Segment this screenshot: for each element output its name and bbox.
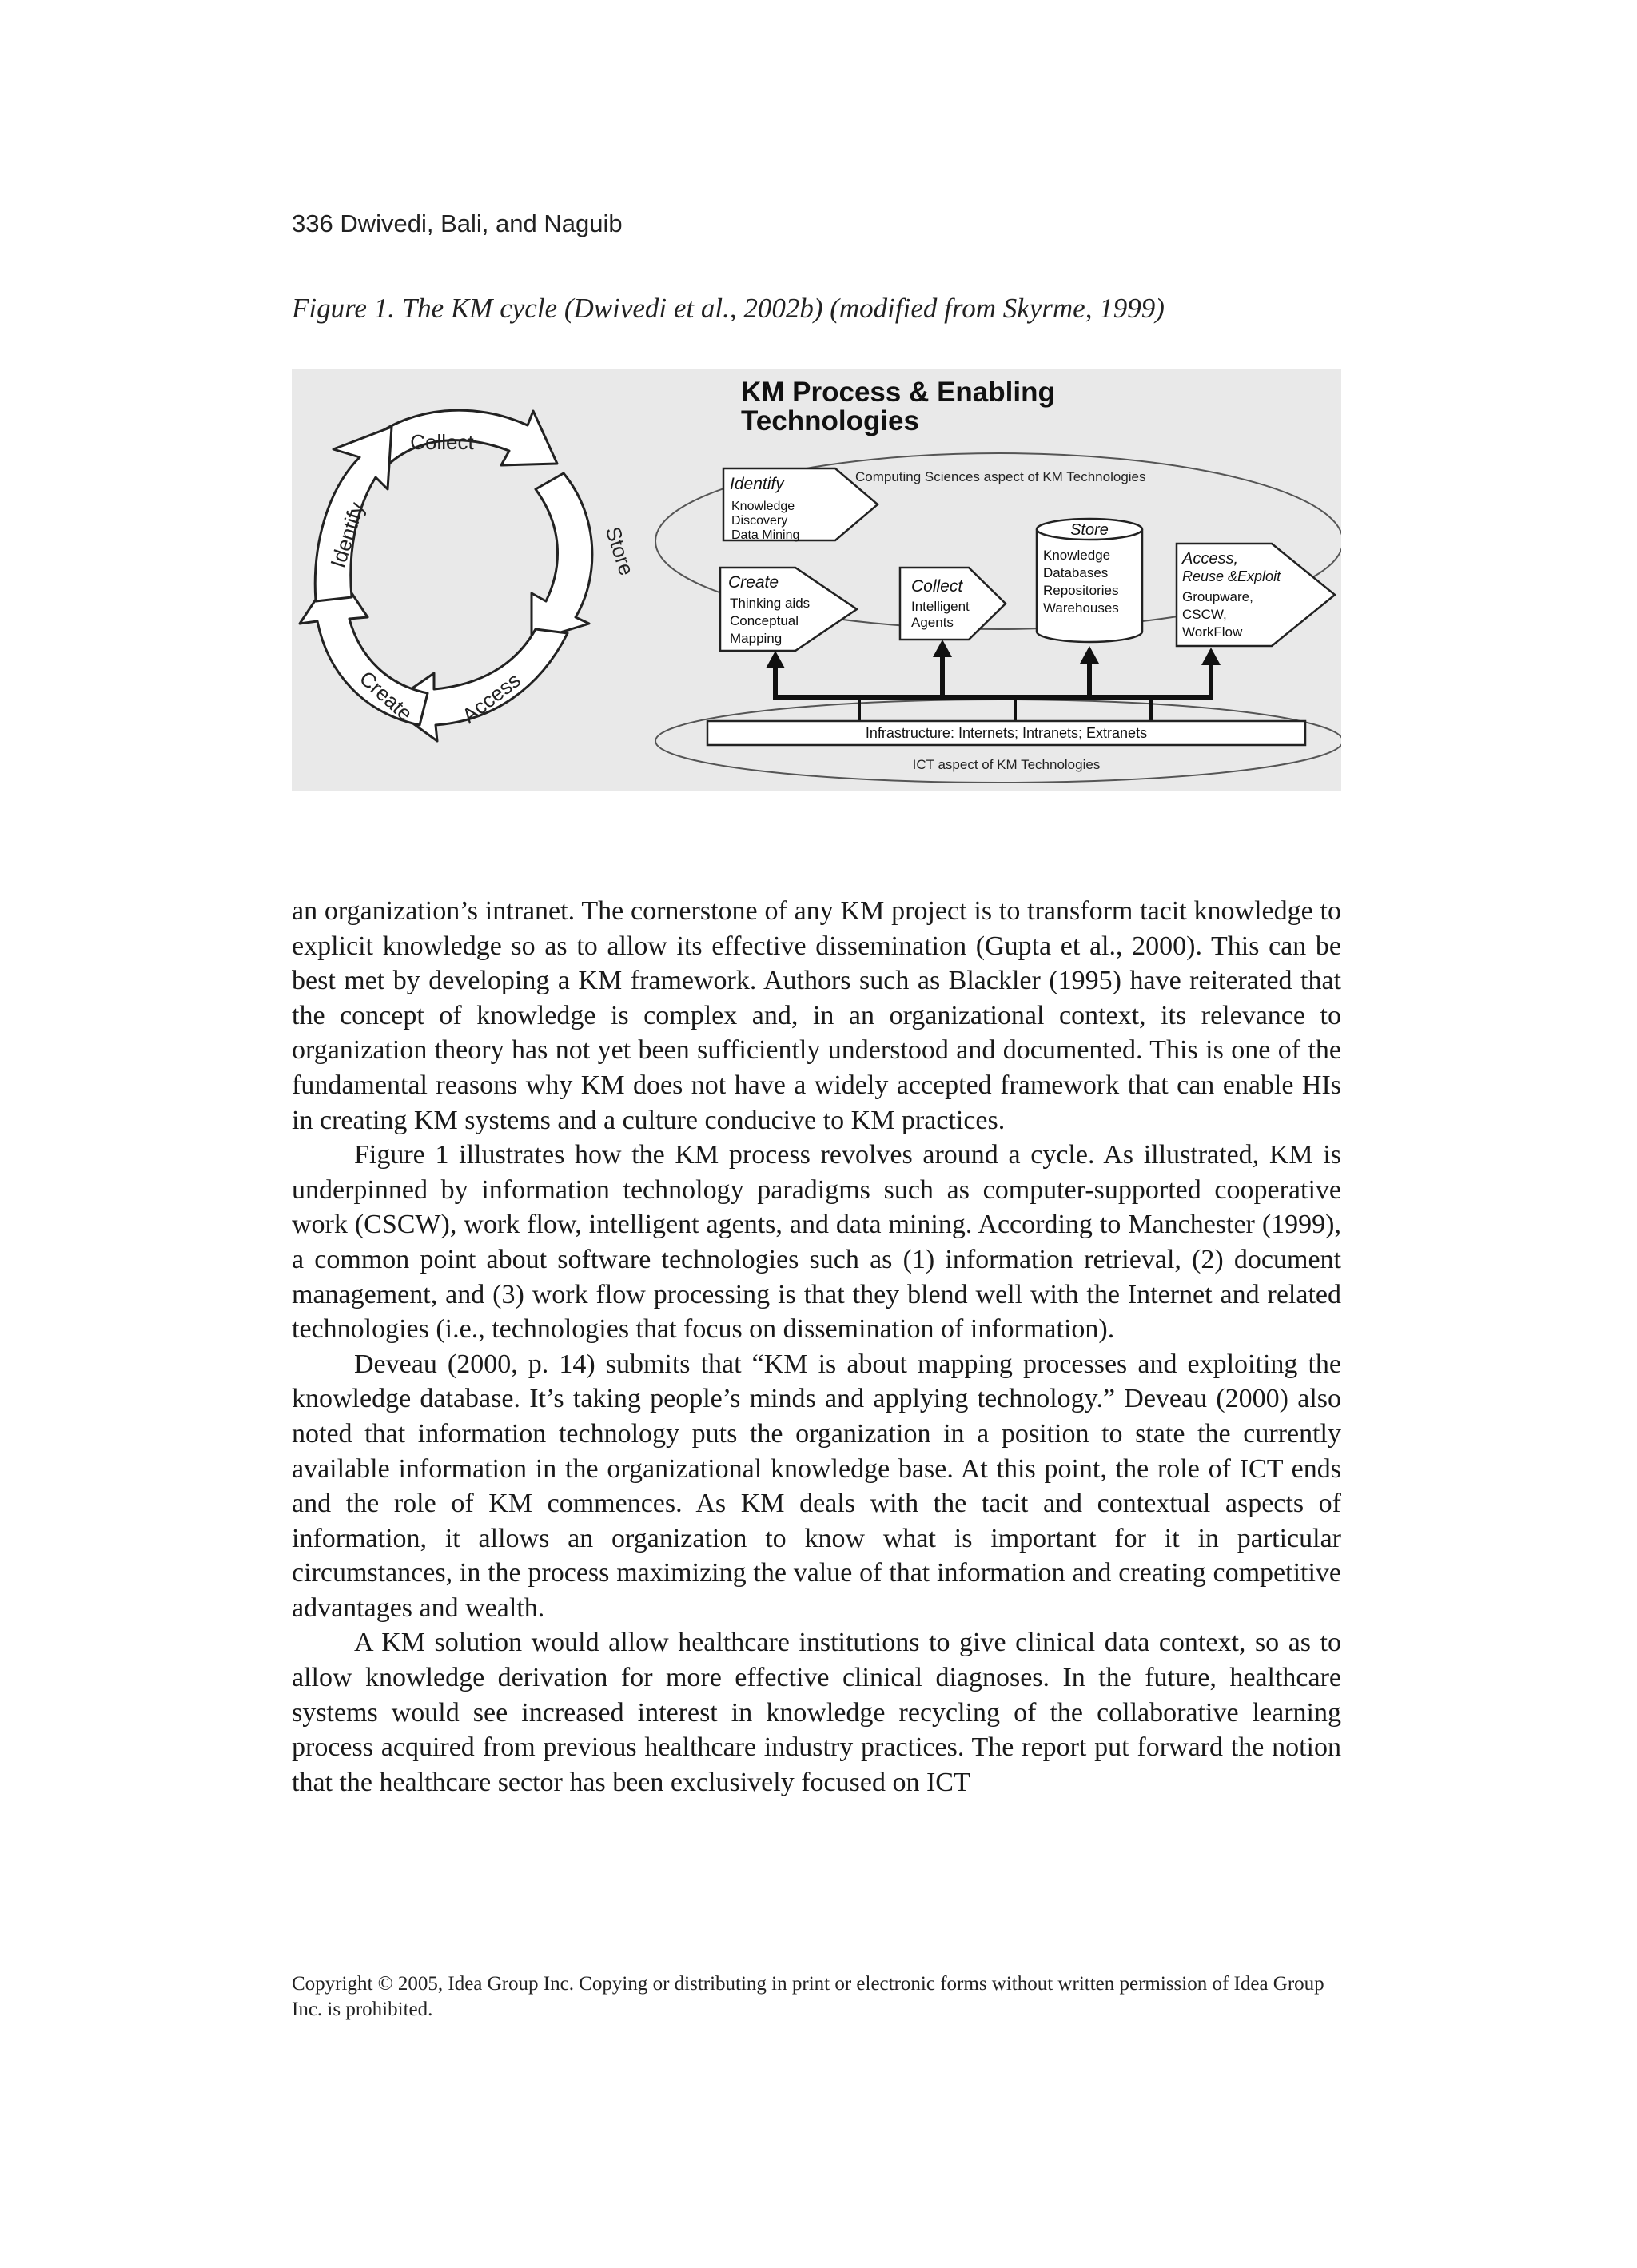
access-item: CSCW, <box>1182 607 1227 622</box>
collect-box-title: Collect <box>911 577 963 596</box>
paragraph: an organization’s intranet. The cornerstone of any KM project is to transform tacit knowledge to explicit knowledge so as to allow its effective dissemination (Gupta et al., 2000). This can be best met by developing a KM framework. Authors such as Blackler (1995) have reiterated that the concept of knowledge is complex and, in an organizational context, its relevance to organization theory has not yet been sufficiently understood and documented. This is one of the fundamental reasons why KM does not have a widely accepted framework that can enable HIs in creating KM systems and a culture conducive to KM practices. <box>292 896 1341 1135</box>
create-item: Mapping <box>730 631 783 646</box>
cycle-label-create: Create <box>354 666 418 726</box>
store-item: Knowledge <box>1043 548 1111 563</box>
figure-caption: Figure 1. The KM cycle (Dwivedi et al., 2002b) (modified from Skyrme, 1999) <box>292 293 1165 324</box>
cycle-label-access: Access <box>457 668 525 728</box>
identify-box-title: Identify <box>730 475 784 493</box>
access-box-subtitle: Reuse &Exploit <box>1182 568 1281 584</box>
identify-item: Discovery <box>731 514 788 528</box>
km-cycle-figure <box>292 369 1341 791</box>
paragraph: A KM solution would allow healthcare institutions to give clinical data context, so as to allow knowledge derivation for more effective clinical diagnoses. In the future, healthcare systems would see increased interest in knowledge recycling of the collaborative learning process acquired from previous healthcare industry practices. The report put forward the notion that the healthcare sector has been exclusively focused on ICT <box>292 1628 1341 1797</box>
create-box-title: Create <box>728 573 779 592</box>
infrastructure-label: Infrastructure: Internets; Intranets; Extranets <box>865 725 1148 741</box>
store-item: Databases <box>1043 565 1109 580</box>
bus-arrows <box>766 640 1221 721</box>
create-item: Thinking aids <box>730 596 811 611</box>
access-item: Groupware, <box>1182 589 1253 604</box>
store-box-title: Store <box>1070 521 1109 539</box>
store-item: Warehouses <box>1043 600 1119 616</box>
cycle-label-store: Store <box>600 524 639 579</box>
collect-item: Agents <box>911 615 954 630</box>
running-head: 336 Dwivedi, Bali, and Naguib <box>292 209 623 237</box>
paragraph: Deveau (2000, p. 14) submits that “KM is about mapping processes and exploiting the knowledge database. It’s taking people’s minds and applying technology.” Deveau (2000) also noted that information technology puts the organization in a position to state the currently available information in the organizational knowledge base. At this point, the role of ICT ends and the role of KM commences. As KM deals with the tacit and contextual aspects of information, it allows an organization to know what is important for it in particular circumstances, in the process maximizing the value of that information and creating competitive advantages and wealth. <box>292 1349 1341 1623</box>
identify-item: Knowledge <box>731 500 795 513</box>
create-item: Conceptual <box>730 613 799 628</box>
ict-aspect-label: ICT aspect of KM Technologies <box>912 757 1101 772</box>
body-text <box>292 894 1341 1800</box>
identify-item: Data Mining <box>731 528 800 542</box>
store-arrow <box>532 473 592 641</box>
km-cycle-diagram <box>300 410 592 741</box>
cs-aspect-label: Computing Sciences aspect of KM Technologies <box>855 469 1146 484</box>
access-box-title: Access, <box>1182 550 1239 568</box>
copyright-notice: Copyright © 2005, Idea Group Inc. Copying or distributing in print or electronic forms without written permission of Idea Group Inc. is prohibited. <box>292 1973 1324 2020</box>
diagram-title-line1: KM Process & Enabling <box>741 377 1055 408</box>
access-item: WorkFlow <box>1182 624 1243 640</box>
diagram-title-line2: Technologies <box>741 405 919 436</box>
collect-item: Intelligent <box>911 599 970 614</box>
store-item: Repositories <box>1043 583 1119 598</box>
paragraph: Figure 1 illustrates how the KM process revolves around a cycle. As illustrated, KM is underpinned by information technology paradigms such as computer-supported cooperative work (CSCW), work flow, intelligent agents, and data mining. According to Manchester (1999), a common point about software technologies such as (1) information retrieval, (2) document management, and (3) work flow processing is that they blend well with the Internet and related technologies (i.e., technologies that focus on dissemination of information). <box>292 1140 1341 1345</box>
cycle-label-identify: Identify <box>325 499 369 571</box>
cycle-label-collect: Collect <box>410 430 474 454</box>
